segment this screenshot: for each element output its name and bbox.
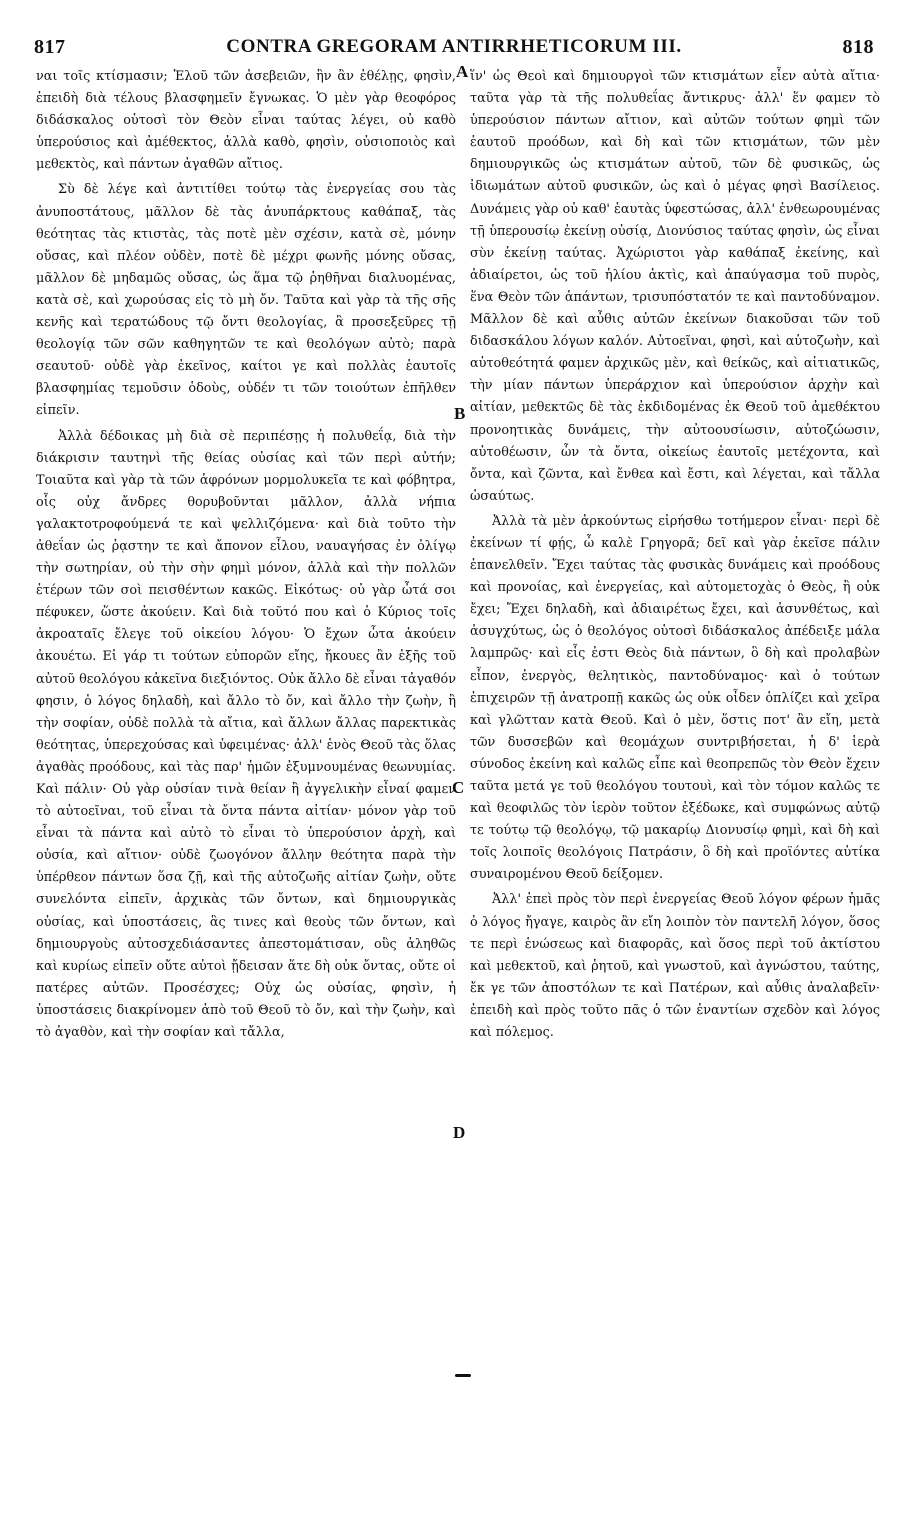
right-paragraph-3: Ἀλλ' ἐπεὶ πρὸς τὸν περὶ ἐνεργείας Θεοῦ λόγον φέρων ἡμᾶς ὁ λόγος ἤγαγε, καιρὸς ἂν εἴη λοιπὸν τὸν παντελῆ λόγον, ὅσος τε περὶ ἑνώσεως καὶ διαφορᾶς, καὶ ὅσος περὶ τοῦ ἀκτίστου καὶ μεθεκτοῦ, καὶ ῥητοῦ, καὶ γνωστοῦ, καὶ ἀγνώστου, ταύτης, ἔκ γε τῶν ἀποστόλων τε καὶ Πατέρων, καὶ αὖθις ἀναλαβεῖν· ἐπειδὴ καὶ πρὸς τοῦτο πᾶς ὁ τῶν ἐναντίων σχεδὸν καὶ λόγος καὶ πόλεμος.	[470, 892, 880, 1041]
running-header	[34, 36, 874, 60]
left-paragraph-1: ναι τοῖς κτίσμασιν; Ἑλοῦ τῶν ἀσεβειῶν, ἣν ἂν ἐθέλῃς, φησὶν, ἐπειδὴ διὰ τέλους βλασφημεῖν ἔγνωκας. Ὁ μὲν γὰρ θεοφόρος διδάσκαλος οὑτοσὶ τὸν Θεὸν εἶναι ταύτας λέγει, οὐ καθὸ ὑπερούσιος καὶ ἀμέθεκτος, ἀλλὰ καθὸ, φησὶν, οὐσιοποιὸς καὶ μεθεκτὸς, καὶ πάντων ἀγαθῶν αἴτιος.	[36, 69, 456, 173]
left-page-number: 817	[34, 36, 66, 58]
right-column	[470, 66, 880, 1044]
margin-marker-b: B	[454, 404, 466, 423]
right-page-number: 818	[842, 36, 874, 58]
end-rule	[455, 1374, 471, 1377]
left-paragraph-2: Σὺ δὲ λέγε καὶ ἀντιτίθει τούτῳ τὰς ἐνεργείας σου τὰς ἀνυποστάτους, μᾶλλον δὲ τὰς ἀνυπάρκτους καθάπαξ, τὰς θεότητας τὰς κτιστὰς, τὰς ποτὲ μὲν σχέσιν, κατὰ σὲ, μόνην οὔσας, καὶ πλέον οὐδὲν, ποτὲ δὲ μέχρι φωνῆς μόνης οὔσας, μᾶλλον δὲ μηδαμῶς οὔσας, ὡς ἅμα τῷ ῥηθῆναι διαλυομένας, κατὰ σὲ, καὶ χωρούσας εἰς τὸ μὴ ὄν. Ταῦτα καὶ γὰρ τὰ τῆς σῆς κενῆς καὶ τερατώδους τῷ ὄντι θεολογίας, ἃ προσεξεῦρες τῇ θεολογίᾳ τῶν σῶν καθηγητῶν τε καὶ θεολόγων αὐτὸ; παρὰ σεαυτοῦ· οὐδὲ γὰρ ἐκεῖνος, καίτοι γε καὶ πολλὰς ἑαυτοῖς βλασφημίας τεμοῦσιν ὁδοὺς, οὐδέν τι τῶν τοιούτων ἐπῆλθεν εἰπεῖν.	[36, 182, 456, 419]
left-column	[36, 66, 456, 1044]
left-paragraph-3: Ἀλλὰ δέδοικας μὴ διὰ σὲ περιπέσῃς ἡ πολυθεΐᾳ, διὰ τὴν διάκρισιν ταυτηνὶ τῆς θείας οὐσίας καὶ τῶν περὶ αὐτήν; Τοιαῦτα καὶ γὰρ τὰ τῶν ἀφρόνων μορμολυκεῖα τε καὶ φόβητρα, οἷς οὐχ ἄνδρες θορυβοῦνται μᾶλλον, ἀλλὰ νήπια γαλακτοτροφούμενά τε καὶ ψελλιζόμενα· καὶ διὰ τοῦτο τὴν ἀθεΐαν ὡς ῥᾳστην τε καὶ ἄπονον εἷλου, ναυαγήσας ἐν ὀλίγῳ τὴν σωτηρίαν, οὐ τὴν σὴν φημὶ μόνον, ἀλλὰ καὶ τὴν πολλῶν ἑτέρων τῶν σοὶ πεισθέντων κακῶς. Εἰκότως· οὐ γὰρ ὦτά σοι πέφυκεν, ὥστε ἀκούειν. Καὶ διὰ τοῦτό που καὶ ὁ Κύριος τοῖς ἀκροαταῖς ἔλεγε τοῦ οἰκείου λόγου· Ὁ ἔχων ὦτα ἀκούειν ἀκουέτω. Εἰ γάρ τι τούτων εὐπορῶν εἴης, ἤκουες ἂν ἑξῆς τοῦ αὐτοῦ θεολόγου κἀκεῖνα διεξιόντος. Οὐκ ἄλλο δὲ εἶναι τἀγαθόν φησιν, ὁ λόγος δηλαδὴ, καὶ ἄλλο τὸ ὄν, καὶ ἄλλο τὴν ζωὴν, ἢ τὴν σοφίαν, οὐδὲ πολλὰ τὰ αἴτια, καὶ ἄλλων ἄλλας παρεκτικὰς θεότητας, ὑπερεχούσας καὶ ὑφειμένας· ἀλλ' ἑνὸς Θεοῦ τὰς ὅλας ἀγαθὰς προόδους, καὶ τὰς παρ' ἡμῶν ἐξυμνουμένας θεωνυμίας. Καὶ πάλιν· Οὐ γὰρ οὐσίαν τινὰ θείαν ἢ ἀγγελικὴν εἶναί φαμεν τὸ αὐτοεῖναι, τοῦ εἶναι τὰ ὄντα πάντα αἰτίαν· μόνον γὰρ τοῦ εἶναι τὰ πάντα καὶ αὐτὸ τὸ εἶναι τὸ ὑπερούσιον ἀρχὴ, καὶ οὐσία, καὶ αἴτιον· οὐδὲ ζωογόνον ἄλλην θεότητα παρὰ τὴν ὑπέρθεον πάντων ὅσα ζῇ, καὶ τῆς αὐτοζωῆς αἰτίαν ζωὴν, οὔτε συνελόντα εἰπεῖν, ἀρχικὰς τῶν ὄντων, καὶ δημιουργικὰς οὐσίας, καὶ ὑποστάσεις, ἃς τινες καὶ θεοὺς τῶν ὄντων, καὶ δημιουργοὺς αὐτοσχεδιάσαντες ἀπεστομάτισαν, οὓς ἀληθῶς καὶ κυρίως εἰπεῖν οὔτε αὐτοὶ ᾔδεισαν ἅτε δὴ οὐκ ὄντας, οὔτε οἱ πατέρες αὐτῶν. Προσέσχες; Οὐχ ὡς οὐσίας, φησὶν, ἡ ὑποστάσεις διακρίνομεν ἀπὸ τοῦ Θεοῦ τὸ ὄν, καὶ τὴν ζωὴν, καὶ τὸ ἀγαθὸν, καὶ τὴν σοφίαν καὶ τἄλλα,	[36, 428, 456, 1041]
right-paragraph-2: Ἀλλὰ τὰ μὲν ἀρκούντως εἰρήσθω τοτήμερον εἶναι· περὶ δὲ ἐκείνων τί φῄς, ὦ καλὲ Γρηγορᾶ; δεῖ καὶ γὰρ ἐκεῖσε πάλιν ἐπανελθεῖν. Ἔχει ταύτας τὰς φυσικὰς δυνάμεις καὶ προόδους καὶ προνοίας, καὶ ἐνεργείας, καὶ αὐτομετοχὰς ὁ Θεὸς, ἢ οὐκ ἔχει; Ἔχει δηλαδὴ, καὶ ἀδιαιρέτως ἔχει, καὶ ἀσυνθέτως, καὶ ἀσυγχύτως, ὡς ὁ θεολόγος οὑτοσὶ διδάσκαλος ἀπέδειξε μάλα λαμπρῶς· καὶ εἷς ἐστι Θεὸς διὰ πάντων, ὃ δὴ καὶ προλαβὼν εἶπον, ἐνεργὸς, θελητικὸς, παντοδύναμος· καὶ ὁ τούτων ἐπιχειρῶν τῇ ἀνατροπῇ κακῶς ὡς οὐκ οἶδεν ὁπλίζει καὶ χεῖρα καὶ γλῶτταν κατὰ Θεοῦ. Καὶ ὁ μὲν, ὅστις ποτ' ἂν εἴη, μετὰ τῶν δυσσεβῶν καὶ θεομάχων συντριβήσεται, ἡ δ' ἱερὰ σύνοδος ἐκείνη καὶ καλῶς εἶπε καὶ θεοπρεπῶς τὸν Θεὸν ἔχειν ταῦτα μετά γε τοῦ θεολόγου τουτουὶ, καὶ τὸν τόμον καλῶς τε καὶ θεοφιλῶς τὸν ἱερὸν τοῦτον ἐξέδωκε, καὶ συμφώνως αὐτῷ τε τούτῳ τῷ θεολόγῳ, τῷ μακαρίῳ Διονυσίῳ φημὶ, καὶ δὴ καὶ τοῖς λοιποῖς θεολόγοις Πατράσιν, ὃ δὴ καὶ προϊόντες αὐτίκα συναιρομένου Θεοῦ δείξομεν.	[470, 513, 880, 883]
margin-marker-c: C	[452, 778, 465, 797]
running-title: CONTRA GREGORAM ANTIRRHETICORUM III.	[226, 36, 682, 57]
right-paragraph-1: ἵν' ὡς Θεοὶ καὶ δημιουργοὶ τῶν κτισμάτων εἶεν αὐτὰ αἴτια· ταῦτα γὰρ τὰ τῆς πολυθεΐας ἄντικρυς· ἀλλ' ἕν φαμεν τὸ ὑπερούσιον πάντων αἴτιον, καὶ αὐτῶν τούτων φημὶ τῶν ἑαυτοῦ προόδων, καὶ δὴ καὶ τῶν κτισμάτων, τῶν μὲν δημιουργικῶς ὡς κτισμάτων αὐτοῦ, τῶν δὲ φυσικῶς, ὡς ἰδιωμάτων αὐτοῦ φυσικῶν, ὡς καὶ ὁ μέγας φησὶ Βασίλειος. Δυνάμεις γὰρ οὐ καθ' ἑαυτὰς ὑφεστώσας, ἀλλ' ἐνθεωρουμένας τῇ ὑπερουσίῳ ἐκείνῃ οὐσίᾳ, Διονύσιος ταύτας φησὶν, ὡς εἶναι σὺν ἐκείνῃ ταύτας. Ἀχώριστοι γὰρ καθάπαξ ἐκείνης, καὶ ἀδιαίρετοι, ὡς τοῦ ἡλίου ἀκτὶς, καὶ ἀπαύγασμα τοῦ πυρὸς, ἕνα Θεὸν τῶν ἁπάντων, τρισυπόστατόν τε καὶ παντοδύναμον. Μᾶλλον δὲ καὶ αὖθις αὐτῶν ἐκείνων διακοῦσαι τῶν τοῦ διδασκάλου λόγων καλόν. Αὐτοεῖναι, φησὶ, καὶ αὐτοζωὴν, καὶ αὐτοθεότητά φαμεν ἀρχικῶς μὲν, καὶ θείκῶς, καὶ αἰτιατικῶς, τὴν μίαν πάντων ὑπεράρχιον καὶ ὑπερούσιον ἀρχὴν καὶ αἰτίαν, μεθεκτῶς δὲ τὰς ἐκδιδομένας ἐκ Θεοῦ τοῦ ἀμεθέκτου προνοητικὰς δυνάμεις, τὴν αὐτοουσίωσιν, αὐτοζώωσιν, αὐτοθέωσιν, ὧν τὰ ὄντα, οἰκείως ἑαυτοῖς μετέχοντα, καὶ ὄντα, καὶ ζῶντα, καὶ ἔνθεα καὶ ἔστι, καὶ λέγεται, καὶ τἄλλα ὡσαύτως.	[470, 69, 880, 504]
margin-marker-a: A	[456, 62, 469, 81]
margin-marker-d: D	[453, 1123, 466, 1142]
